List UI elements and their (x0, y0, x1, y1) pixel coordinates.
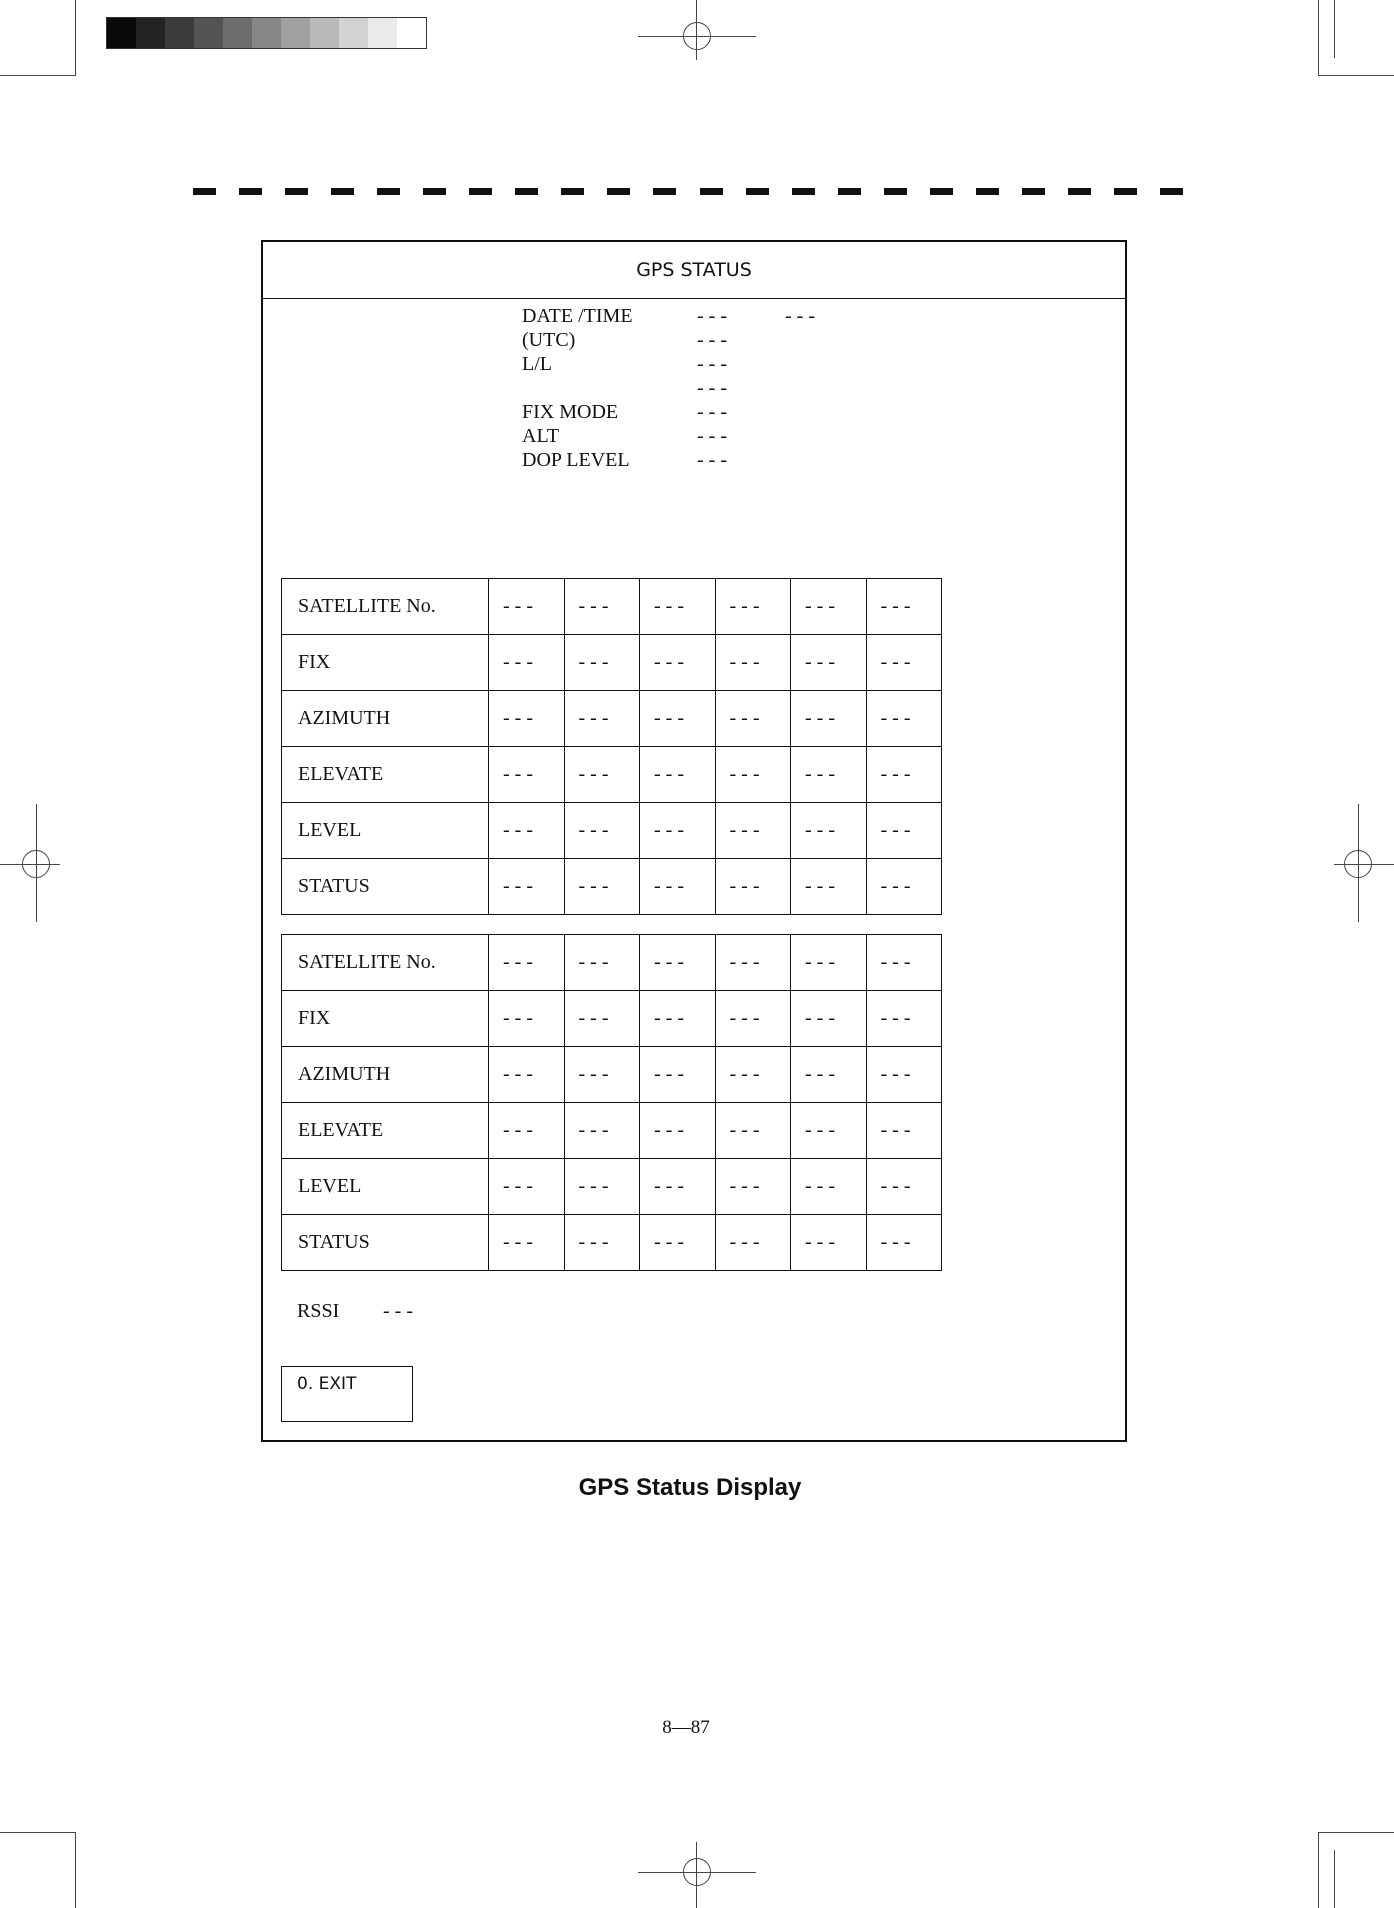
table-cell: - - - (564, 579, 640, 635)
row-label: ELEVATE (282, 747, 489, 803)
row-label: LEVEL (282, 803, 489, 859)
table-cell: - - - (866, 1103, 942, 1159)
table-cell: - - - (564, 991, 640, 1047)
table-cell: - - - (715, 935, 791, 991)
grayscale-swatch (281, 18, 310, 48)
divider-dash (561, 188, 584, 195)
divider-dash (930, 188, 953, 195)
divider-dash (884, 188, 907, 195)
gps-info-block (522, 304, 815, 472)
rssi-label: RSSI (297, 1300, 340, 1322)
info-row (522, 328, 815, 352)
info-row (522, 376, 815, 400)
info-val: - - - (697, 305, 727, 327)
grayscale-swatch (368, 18, 397, 48)
info-label: DOP LEVEL (522, 449, 630, 471)
divider-dash (607, 188, 630, 195)
table-row (282, 579, 942, 635)
table-cell: - - - (640, 579, 716, 635)
divider-dash (700, 188, 723, 195)
info-label: ALT (522, 425, 560, 447)
table-cell: - - - (489, 1215, 565, 1271)
grayscale-swatch (339, 18, 368, 48)
table-cell: - - - (640, 991, 716, 1047)
table-cell: - - - (640, 935, 716, 991)
info-val: - - - (697, 329, 727, 351)
row-label: AZIMUTH (282, 691, 489, 747)
table-cell: - - - (489, 1103, 565, 1159)
info-val: - - - (697, 425, 727, 447)
table-cell: - - - (791, 803, 867, 859)
table-cell: - - - (715, 859, 791, 915)
info-row (522, 304, 815, 328)
divider-dash (377, 188, 400, 195)
panel-title: GPS STATUS (263, 242, 1125, 299)
row-label: FIX (282, 635, 489, 691)
info-label: DATE /TIME (522, 305, 633, 327)
divider-dash (746, 188, 769, 195)
table-cell: - - - (564, 1103, 640, 1159)
row-label: LEVEL (282, 1159, 489, 1215)
table-cell: - - - (866, 991, 942, 1047)
divider-dash (193, 188, 216, 195)
table-cell: - - - (866, 1215, 942, 1271)
table-cell: - - - (866, 747, 942, 803)
divider-dash (976, 188, 999, 195)
table-cell: - - - (489, 579, 565, 635)
table-cell: - - - (866, 859, 942, 915)
table-cell: - - - (866, 635, 942, 691)
page-number: 8—87 (662, 1717, 710, 1738)
table-cell: - - - (715, 803, 791, 859)
table-cell: - - - (564, 803, 640, 859)
rssi-readout (297, 1300, 413, 1323)
table-cell: - - - (715, 635, 791, 691)
table-cell: - - - (489, 1047, 565, 1103)
table-cell: - - - (489, 803, 565, 859)
info-row (522, 448, 815, 472)
info-label: L/L (522, 353, 552, 375)
table-cell: - - - (791, 1103, 867, 1159)
table-cell: - - - (866, 1047, 942, 1103)
table-cell: - - - (715, 1159, 791, 1215)
table-cell: - - - (791, 1159, 867, 1215)
table-cell: - - - (715, 1103, 791, 1159)
table-cell: - - - (715, 1215, 791, 1271)
table-cell: - - - (866, 803, 942, 859)
grayscale-swatch (136, 18, 165, 48)
info-val2: - - - (785, 305, 815, 327)
table-row (282, 935, 942, 991)
info-val: - - - (697, 353, 727, 375)
info-label: (UTC) (522, 329, 576, 351)
table-cell: - - - (489, 691, 565, 747)
divider-dash (792, 188, 815, 195)
table-cell: - - - (715, 747, 791, 803)
table-cell: - - - (791, 747, 867, 803)
grayscale-swatch (165, 18, 194, 48)
table-cell: - - - (640, 1159, 716, 1215)
divider-dash (469, 188, 492, 195)
table-cell: - - - (564, 635, 640, 691)
table-cell: - - - (564, 1159, 640, 1215)
table-cell: - - - (866, 935, 942, 991)
divider-dash (285, 188, 308, 195)
divider-dash (423, 188, 446, 195)
table-cell: - - - (866, 1159, 942, 1215)
table-cell: - - - (791, 1047, 867, 1103)
table-cell: - - - (489, 859, 565, 915)
info-row (522, 400, 815, 424)
grayscale-swatch (310, 18, 339, 48)
table-cell: - - - (791, 991, 867, 1047)
divider-dash (1068, 188, 1091, 195)
divider-dash (653, 188, 676, 195)
table-cell: - - - (640, 635, 716, 691)
table-cell: - - - (715, 1047, 791, 1103)
table-cell: - - - (640, 747, 716, 803)
table-cell: - - - (791, 1215, 867, 1271)
divider-dash (838, 188, 861, 195)
divider-dash (331, 188, 354, 195)
table-row (282, 635, 942, 691)
divider-dash (239, 188, 262, 195)
table-cell: - - - (564, 691, 640, 747)
divider-dash (1022, 188, 1045, 195)
table-cell: - - - (640, 803, 716, 859)
table-cell: - - - (564, 935, 640, 991)
rssi-value: - - - (383, 1300, 413, 1322)
gps-status-panel (261, 240, 1127, 1442)
section-divider (193, 188, 1183, 195)
grayscale-swatch (223, 18, 252, 48)
row-label: ELEVATE (282, 1103, 489, 1159)
row-label: AZIMUTH (282, 1047, 489, 1103)
table-cell: - - - (489, 991, 565, 1047)
table-row (282, 1215, 942, 1271)
table-row (282, 1103, 942, 1159)
info-row (522, 352, 815, 376)
row-label: SATELLITE No. (282, 579, 489, 635)
info-row (522, 424, 815, 448)
table-cell: - - - (489, 747, 565, 803)
table-row (282, 1159, 942, 1215)
table-row (282, 1047, 942, 1103)
table-cell: - - - (640, 1103, 716, 1159)
table-cell: - - - (564, 859, 640, 915)
table-cell: - - - (489, 1159, 565, 1215)
grayscale-swatch (397, 18, 426, 48)
table-cell: - - - (791, 635, 867, 691)
table-cell: - - - (715, 991, 791, 1047)
table-cell: - - - (564, 747, 640, 803)
info-val: - - - (697, 377, 727, 399)
row-label: STATUS (282, 859, 489, 915)
table-cell: - - - (640, 859, 716, 915)
grayscale-calibration-strip (106, 17, 427, 49)
table-cell: - - - (791, 859, 867, 915)
figure-caption: GPS Status Display (578, 1474, 802, 1501)
table-cell: - - - (791, 691, 867, 747)
table-cell: - - - (866, 691, 942, 747)
row-label: STATUS (282, 1215, 489, 1271)
info-val: - - - (697, 449, 727, 471)
exit-button[interactable]: 0. EXIT (281, 1366, 413, 1422)
table-cell: - - - (640, 1047, 716, 1103)
grayscale-swatch (252, 18, 281, 48)
table-row (282, 691, 942, 747)
grayscale-swatch (107, 18, 136, 48)
info-val: - - - (697, 401, 727, 423)
divider-dash (1160, 188, 1183, 195)
grayscale-swatch (194, 18, 223, 48)
table-cell: - - - (791, 935, 867, 991)
table-cell: - - - (564, 1215, 640, 1271)
divider-dash (1114, 188, 1137, 195)
table-cell: - - - (715, 691, 791, 747)
table-cell: - - - (640, 691, 716, 747)
table-cell: - - - (489, 935, 565, 991)
info-label: FIX MODE (522, 401, 619, 423)
table-cell: - - - (564, 1047, 640, 1103)
divider-dash (515, 188, 538, 195)
table-row (282, 747, 942, 803)
row-label: SATELLITE No. (282, 935, 489, 991)
info-label (522, 376, 697, 400)
table-cell: - - - (791, 579, 867, 635)
satellite-table-2 (281, 934, 942, 1271)
satellite-table-1 (281, 578, 942, 915)
row-label: FIX (282, 991, 489, 1047)
table-cell: - - - (715, 579, 791, 635)
table-row (282, 803, 942, 859)
table-cell: - - - (640, 1215, 716, 1271)
table-cell: - - - (489, 635, 565, 691)
table-cell: - - - (866, 579, 942, 635)
table-row (282, 859, 942, 915)
table-row (282, 991, 942, 1047)
